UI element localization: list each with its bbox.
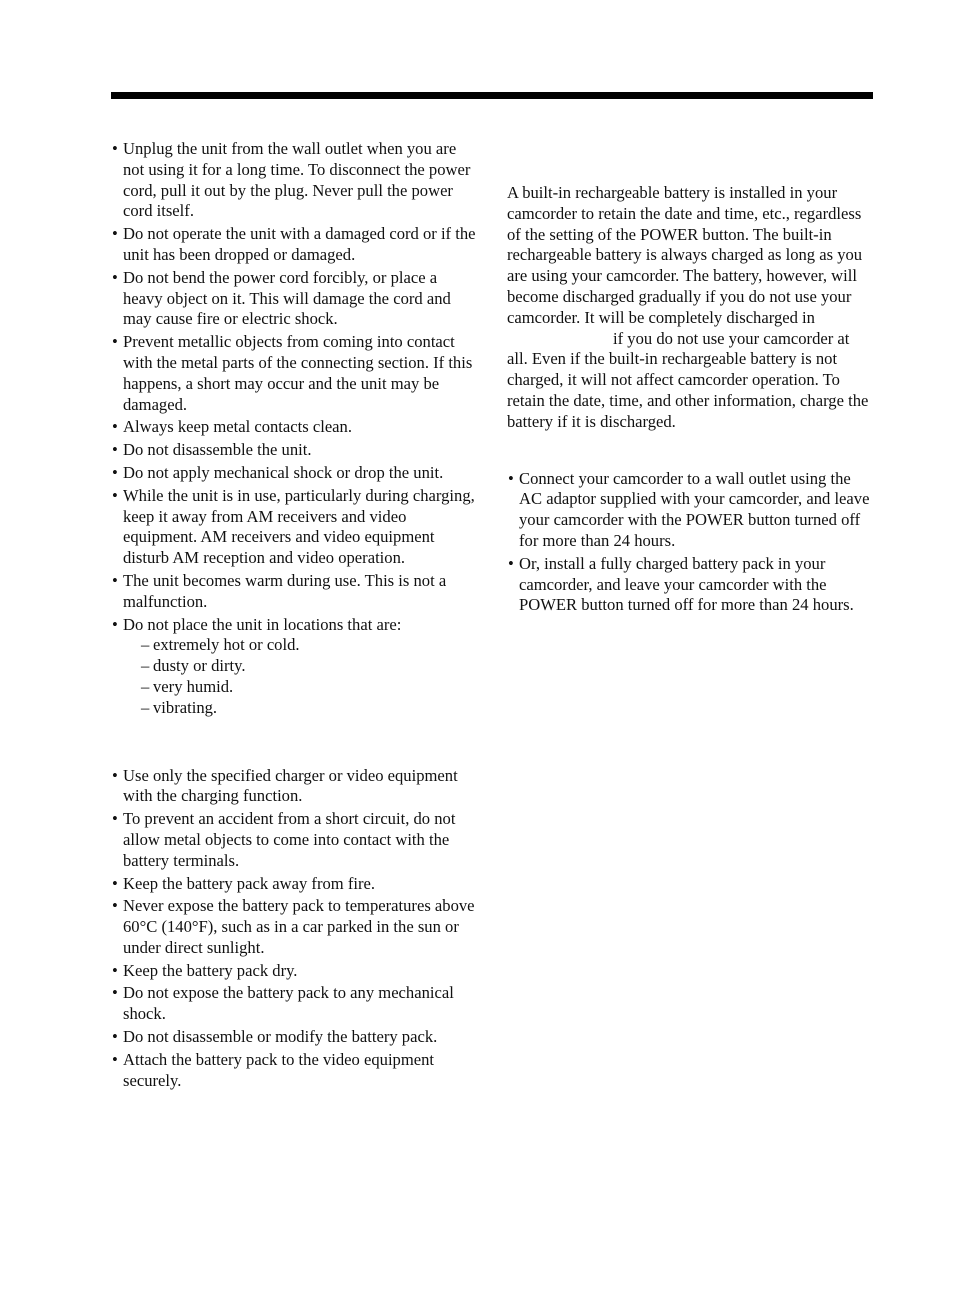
ac-adaptor-precautions-list bbox=[111, 139, 479, 719]
battery-pack-precautions-list bbox=[111, 766, 479, 1092]
section-gap bbox=[111, 721, 479, 766]
list-item: • While the unit is in use, particularly during charging, keep it away from AM receivers and video equipment. AM receivers and video equipment disturb AM reception and video operation. bbox=[111, 486, 479, 569]
list-item: • Unplug the unit from the wall outlet when you are not using it for a long time. To disconnect the power cord, pull it out by the plug. Never pull the power cord itself. bbox=[111, 139, 479, 222]
list-item: • Connect your camcorder to a wall outlet using the AC adaptor supplied with your camcorder, and leave your camcorder with the POWER button turned off for more than 24 hours. bbox=[507, 469, 873, 552]
list-item: • Prevent metallic objects from coming into contact with the metal parts of the connecting section. If this happens, a short may occur and the unit may be damaged. bbox=[111, 332, 479, 415]
sublist-item: – extremely hot or cold. bbox=[141, 635, 479, 656]
left-column bbox=[111, 139, 479, 1093]
list-item: • Or, install a fully charged battery pack in your camcorder, and leave your camcorder with the POWER button turned off for more than 24 hours. bbox=[507, 554, 873, 616]
paragraph-part-1: A built-in rechargeable battery is installed in your camcorder to retain the date and time, etc., regardless of the setting of the POWER button. The built-in rechargeable battery is always charged as long as you are using your camcorder. The battery, however, will become discharged gradually if you do not use your camcorder. It will be completely discharged in bbox=[507, 183, 863, 327]
section-gap bbox=[507, 433, 873, 469]
paragraph-part-2: if you do not use your camcorder at all. Even if the built-in rechargeable battery is not charged, it will not affect camcorder operation. To retain the date, time, and other information, charge the battery if it is discharged. bbox=[507, 328, 869, 431]
list-item: • Do not expose the battery pack to any mechanical shock. bbox=[111, 983, 479, 1025]
list-item: • Never expose the battery pack to temperatures above 60°C (140°F), such as in a car parked in the sun or under direct sunlight. bbox=[111, 896, 479, 958]
header-rule bbox=[111, 92, 873, 99]
list-item: • Always keep metal contacts clean. bbox=[111, 417, 479, 438]
right-column bbox=[507, 183, 873, 618]
list-item: • Do not disassemble the unit. bbox=[111, 440, 479, 461]
locations-sublist bbox=[123, 635, 479, 718]
sublist-item: – vibrating. bbox=[141, 698, 479, 719]
list-item: • Use only the specified charger or video equipment with the charging function. bbox=[111, 766, 479, 808]
list-item: • Do not disassemble or modify the battery pack. bbox=[111, 1027, 479, 1048]
list-item: • Do not operate the unit with a damaged cord or if the unit has been dropped or damaged. bbox=[111, 224, 479, 266]
list-item: • Keep the battery pack away from fire. bbox=[111, 874, 479, 895]
builtin-battery-paragraph bbox=[507, 183, 873, 433]
list-item-locations bbox=[111, 615, 479, 719]
list-item: • Attach the battery pack to the video equipment securely. bbox=[111, 1050, 479, 1092]
list-item: • Do not bend the power cord forcibly, or place a heavy object on it. This will damage the cord and may cause fire or electric shock. bbox=[111, 268, 479, 330]
list-item: • To prevent an accident from a short circuit, do not allow metal objects to come into contact with the battery terminals. bbox=[111, 809, 479, 871]
list-item: • Keep the battery pack dry. bbox=[111, 961, 479, 982]
sublist-item: – very humid. bbox=[141, 677, 479, 698]
list-item: • Do not apply mechanical shock or drop the unit. bbox=[111, 463, 479, 484]
charging-steps-list bbox=[507, 469, 873, 617]
sublist-item: – dusty or dirty. bbox=[141, 656, 479, 677]
list-item: • The unit becomes warm during use. This is not a malfunction. bbox=[111, 571, 479, 613]
locations-intro: Do not place the unit in locations that are: bbox=[123, 614, 402, 634]
